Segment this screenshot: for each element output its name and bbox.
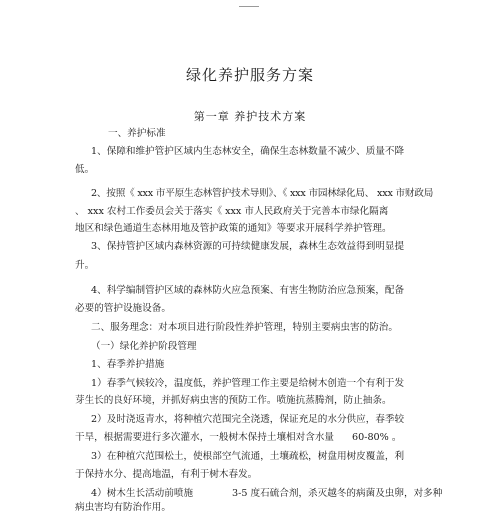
paragraph-line: 低。 bbox=[75, 164, 95, 175]
section-heading: 二、服务理念：对本项目进行阶段性养护管理，特别主要病虫害的防治。 bbox=[91, 322, 398, 333]
paragraph-line: 地区和绿色通道生态林用地及管护政策的通知》等要求开展科学养护管理。 bbox=[75, 223, 392, 234]
paragraph-line: 4、科学编制管护区域的森林防火应急预案、有害生物防治应急预案，配备 bbox=[91, 285, 405, 296]
paragraph-line: 3、保持管护区域内森林资源的可持续健康发展，森林生态效益得到明显提 bbox=[91, 241, 405, 252]
subsection-heading: （一）绿化养护阶段管理 bbox=[91, 341, 197, 352]
section-heading: 一、养护标准 bbox=[108, 128, 166, 139]
chapter-heading: 第一章 养护技术方案 bbox=[193, 110, 307, 123]
paragraph-line: 3）在种植穴范围松土，使根部空气流通，土壤疏松，树盘用树皮覆盖，利 bbox=[91, 451, 405, 462]
document-title: 绿化养护服务方案 bbox=[185, 66, 314, 84]
paragraph-line: 必要的管护设施设备。 bbox=[75, 303, 171, 314]
paragraph-line-fragment: 60-80% 。 bbox=[352, 432, 402, 443]
paragraph-line: 1）春季气候较冷，温度低，养护管理工作主要是给树木创造一个有利于发 bbox=[91, 378, 405, 389]
paragraph-line: 于保持水分、提高地温，有利于树木春发。 bbox=[75, 469, 258, 480]
header-rule bbox=[239, 6, 259, 7]
paragraph-line: 、 xxx 农村工作委员会关于落实《 xxx 市人民政府关于完善本市绿化隔离 bbox=[75, 206, 389, 217]
paragraph-line: 4）树木生长活动前喷施 bbox=[91, 488, 194, 499]
paragraph-line: 1、保障和维护管护区域内生态林安全，确保生态林数量不减少、质量不降 bbox=[91, 146, 405, 157]
item-heading: 1、春季养护措施 bbox=[91, 359, 165, 370]
paragraph-line: 干旱，根据需要进行多次灌水，一般树木保持土壤相对含水量 bbox=[75, 432, 335, 443]
paragraph-line: 2、按照《 xxx 市平原生态林管护技术导则》、《 xxx 市园林绿化局、 xxx 市财政局 bbox=[91, 188, 434, 199]
paragraph-line: 升。 bbox=[75, 260, 95, 271]
paragraph-line: 2）及时浇返青水，将种植穴范围完全浇透，保证充足的水分供应，春季较 bbox=[91, 414, 405, 425]
paragraph-line: 芽生长的良好环境，并抓好病虫害的预防工作。喷施抗蒸腾剂，防止抽条。 bbox=[75, 395, 392, 406]
paragraph-line-fragment: 3-5 度石硫合剂，杀灭越冬的病菌及虫卵，对多种 bbox=[232, 488, 443, 499]
paragraph-line: 病虫害均有防治作用。 bbox=[75, 502, 171, 513]
